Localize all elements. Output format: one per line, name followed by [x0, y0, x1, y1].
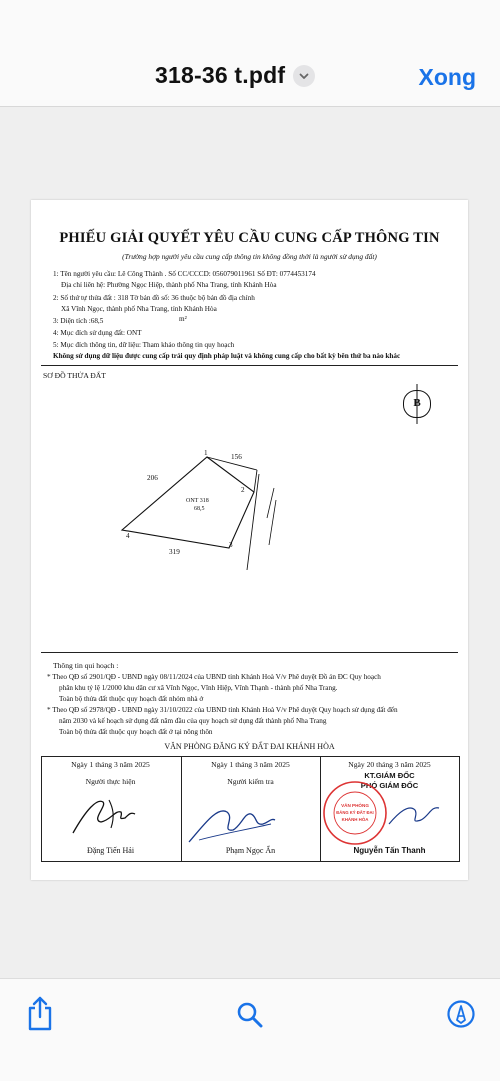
- checker-name: Phạm Ngọc Ẩn: [225, 846, 276, 855]
- neighbor-parcel-206: 206: [147, 474, 158, 482]
- parcel-area-label: 68,5: [194, 506, 205, 512]
- land-use-line: 4: Mục đích sử dụng đất: ONT: [53, 329, 142, 337]
- planning-line: năm 2030 và kế hoạch sử dụng đất năm đầu của quy hoạch sử dụng đất thành phố Nha Trang: [59, 717, 327, 725]
- area-line: 3: Diện tích :68,5: [53, 317, 104, 325]
- document-heading: PHIẾU GIẢI QUYẾT YÊU CẦU CUNG CẤP THÔNG TIN: [59, 230, 440, 246]
- svg-text:VĂN PHÒNG: VĂN PHÒNG: [341, 803, 369, 808]
- compass-label: B: [413, 397, 421, 409]
- requester-line: 1: Tên người yêu cầu: Lê Công Thành . Số CC/CCCD: 056079011961 Số ĐT: 0774453174: [53, 270, 316, 278]
- planning-line: * Theo QĐ số 2978/QĐ - UBND ngày 31/10/2022 của UBND tỉnh Khánh Hoà V/v Phê duyệt Quy hoạch sử dụng đất đến: [47, 706, 398, 714]
- bottom-toolbar: [0, 978, 500, 1081]
- svg-text:ĐĂNG KÝ ĐẤT ĐAI: ĐĂNG KÝ ĐẤT ĐAI: [336, 810, 374, 815]
- parcel-number-line: 2: Số thứ tự thửa đất : 318 Tờ bản đồ số: 36 thuộc bộ bản đồ địa chính: [53, 294, 255, 302]
- executor-role: Người thực hiện: [85, 777, 136, 786]
- neighbor-parcel-319: 319: [169, 548, 180, 556]
- area-unit: m²: [179, 315, 187, 323]
- executor-name: Đặng Tiến Hải: [86, 846, 135, 855]
- neighbor-parcel-156: 156: [231, 453, 242, 461]
- pdf-page: [31, 200, 468, 880]
- document-title-button[interactable]: [155, 62, 315, 89]
- share-icon[interactable]: [26, 995, 54, 1036]
- planning-line: * Theo QĐ số 2901/QĐ - UBND ngày 08/11/2024 của UBND tỉnh Khánh Hoà V/v Phê duyệt Đồ án ĐC Quy hoạch: [47, 673, 381, 681]
- vertex-2: 2: [241, 486, 245, 494]
- done-button[interactable]: Xong: [418, 64, 476, 90]
- vertex-3: 3: [229, 541, 233, 549]
- date-director: Ngày 20 tháng 3 năm 2025: [348, 760, 431, 769]
- director-name: Nguyễn Tấn Thanh: [353, 846, 426, 855]
- director-role: KT.GIÁM ĐỐC: [364, 771, 415, 780]
- map-heading: SƠ ĐỒ THỬA ĐẤT: [43, 371, 106, 380]
- address-line: Địa chỉ liên hệ: Phường Ngọc Hiệp, thành phố Nha Trang, tỉnh Khánh Hòa: [61, 281, 277, 289]
- parcel-location-line: Xã Vĩnh Ngọc, thành phố Nha Trang, tỉnh Khánh Hòa: [61, 305, 217, 313]
- handwritten-signatures: [31, 200, 468, 880]
- search-icon[interactable]: [236, 1001, 264, 1034]
- nav-bar: [0, 0, 500, 107]
- office-name: VĂN PHÒNG ĐĂNG KÝ ĐẤT ĐAI KHÁNH HÒA: [164, 742, 335, 751]
- deputy-role: PHÓ GIÁM ĐỐC: [360, 781, 419, 790]
- planning-line: phân khu tỷ lệ 1/2000 khu dân cư xã Vĩnh Ngọc, Vĩnh Hiệp, Vĩnh Thạnh - thành phố Nha Trang.: [59, 684, 338, 692]
- parcel-label: ONT 318: [186, 498, 209, 504]
- date-checker: Ngày 1 tháng 3 năm 2025: [211, 760, 290, 769]
- markup-icon[interactable]: [446, 999, 476, 1034]
- date-executor: Ngày 1 tháng 3 năm 2025: [71, 760, 150, 769]
- checker-role: Người kiểm tra: [227, 777, 274, 786]
- vertex-4: 4: [126, 532, 130, 540]
- planning-heading: Thông tin qui hoạch :: [53, 661, 119, 670]
- chevron-down-icon: [293, 65, 315, 87]
- vertex-1: 1: [204, 449, 208, 457]
- document-subheading: (Trường hợp người yêu cầu cung cấp thông tin không đồng thời là người sử dụng đất): [122, 252, 377, 261]
- planning-line: Toàn bộ thửa đất thuộc quy hoạch đất nhóm nhà ở: [59, 695, 204, 703]
- planning-line: Toàn bộ thửa đất thuộc quy hoạch đất ở tại nông thôn: [59, 728, 213, 736]
- svg-text:KHÁNH HÒA: KHÁNH HÒA: [341, 817, 369, 822]
- purpose-line: 5: Mục đích thông tin, dữ liệu: Tham khảo thông tin quy hoạch: [53, 341, 235, 349]
- official-stamp: [322, 780, 388, 846]
- usage-warning: Không sử dụng dữ liệu được cung cấp trái quy định pháp luật và không cung cấp cho bất kỳ bên thứ ba nào khác: [53, 352, 401, 360]
- document-title: 318-36 t.pdf: [155, 62, 286, 88]
